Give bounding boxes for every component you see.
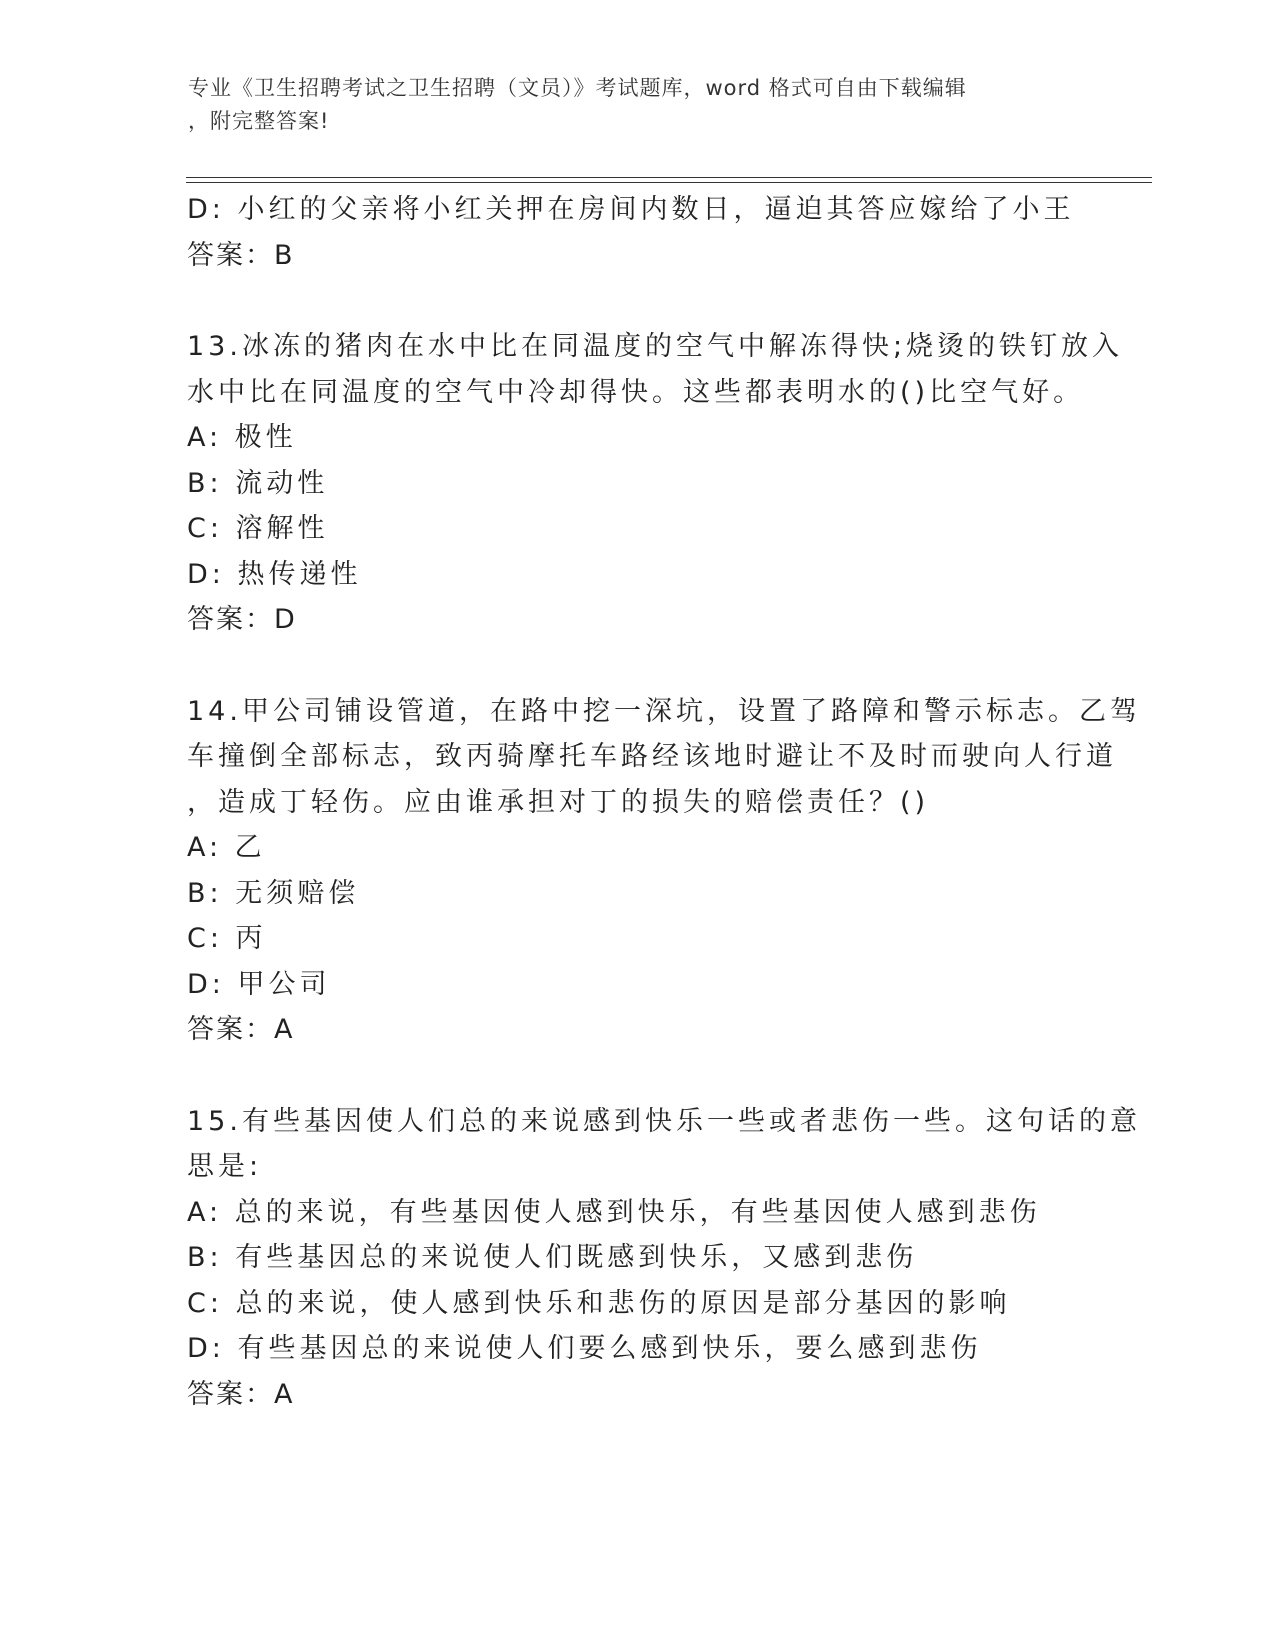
question-12-tail [187,187,1075,278]
question-stem-line: 14.甲公司铺设管道，在路中挖一深坑，设置了路障和警示标志。乙驾 [187,695,1141,727]
document-header [188,72,1068,138]
question-14 [187,689,1141,1053]
question-content [187,187,1141,1417]
spacer [187,643,1067,689]
option-d: D: 有些基因总的来说使人们要么感到快乐，要么感到悲伤 [187,1333,982,1364]
option-b: B: 有些基因总的来说使人们既感到快乐，又感到悲伤 [187,1242,918,1273]
option-b: B: 流动性 [187,467,329,499]
option-a: A: 极性 [187,422,297,453]
header-divider-bottom [186,182,1152,183]
question-stem-line: 思是: [187,1151,263,1182]
question-13 [187,324,1124,643]
question-stem-line: 13.冰冻的猪肉在水中比在同温度的空气中解冻得快;烧烫的铁钉放入 [187,331,1124,362]
option-a: A: 总的来说，有些基因使人感到快乐，有些基因使人感到悲伤 [187,1196,1041,1228]
answer-line: 答案：A [187,1378,295,1410]
header-divider-top [186,177,1152,178]
option-c: C: 丙 [187,923,267,954]
answer-line: 答案：D [187,604,297,635]
spacer [187,278,1067,324]
spacer [187,1053,1067,1099]
question-stem-line: 水中比在同温度的空气中冷却得快。这些都表明水的()比空气好。 [187,376,1085,408]
question-15 [187,1099,1141,1418]
question-stem-line: 15.有些基因使人们总的来说感到快乐一些或者悲伤一些。这句话的意 [187,1105,1141,1137]
header-line-1: 专业《卫生招聘考试之卫生招聘（文员）》考试题库，word 格式可自由下载编辑 [188,76,967,100]
question-stem-line: ，造成丁轻伤。应由谁承担对丁的损失的赔偿责任？() [187,786,930,818]
answer-line: 答案：B [187,239,295,271]
option-c: C: 溶解性 [187,513,329,544]
option-d: D: 小红的父亲将小红关押在房间内数日，逼迫其答应嫁给了小王 [187,194,1075,225]
option-c: C: 总的来说，使人感到快乐和悲伤的原因是部分基因的影响 [187,1287,1011,1319]
question-stem-line: 车撞倒全部标志，致丙骑摩托车路经该地时避让不及时而驶向人行道 [187,741,1117,772]
option-d: D: 甲公司 [187,968,331,1000]
option-a: A: 乙 [187,832,266,863]
header-line-2: ，附完整答案! [188,109,330,133]
option-b: B: 无须赔偿 [187,877,360,909]
answer-line: 答案：A [187,1014,295,1045]
option-d: D: 热传递性 [187,558,362,590]
